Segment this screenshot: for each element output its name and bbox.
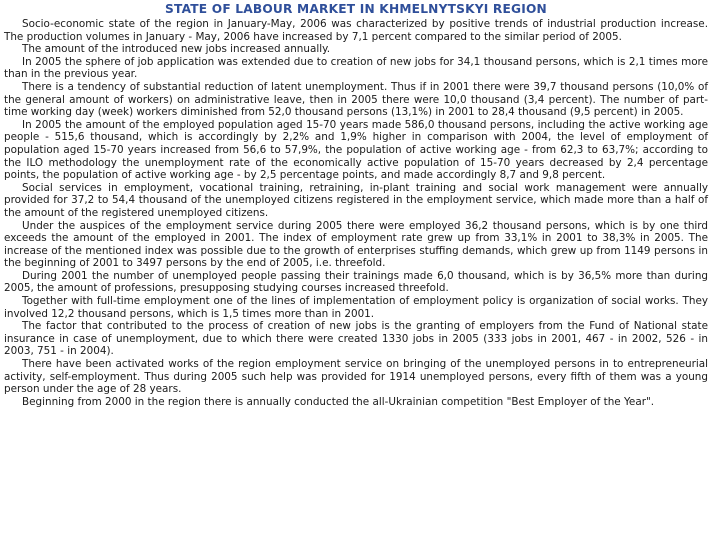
paragraph-competition: Beginning from 2000 in the region there is annually conducted the all-Ukrainian competition "Best Employer of the Year". — [22, 395, 655, 408]
paragraph-production: Socio-economic state of the region in January-May, 2006 was characterized by positive trends of industrial production increase. The production volumes in January - May, 2006 have increased by 7,1 percent compared to the similar period of 2005. — [4, 18, 708, 43]
document-body — [4, 18, 708, 408]
paragraph-social-works: Together with full-time employment one of the lines of implementation of employment policy is organization of social works. They involved 12,2 thousand persons, which is 1,5 times more than in 2001. — [4, 295, 708, 320]
paragraph-trainings: During 2001 the number of unemployed people passing their trainings made 6,0 thousand, which is by 36,5% more than during 2005, the amount of professions, presupposing studying courses increased threefold. — [4, 269, 708, 295]
paragraph-job-application: In 2005 the sphere of job application was extended due to creation of new jobs for 34,1 thousand persons, which is 2,1 times more than in the previous year. — [4, 55, 708, 81]
paragraph-self-employment: There have been activated works of the region employment service on bringing of the unemployed persons in to entrepreneurial activity, self-employment. Thus during 2005 such help was provided for 1914 unemployed persons, every fifth of them was a young person under the age of 28 years. — [4, 358, 708, 396]
paragraph-insurance-fund: The factor that contributed to the process of creation of new jobs is the granting of employers from the Fund of National state insurance in case of unemployment, due to which there were created 1330 jobs in 2005 (333 jobs in 2001, 467 - in 2002, 526 - in 2003, 751 - in 2004). — [4, 320, 708, 358]
paragraph-social-services: Social services in employment, vocational training, retraining, in-plant training and social work management were annually provided for 37,2 to 54,4 thousand of the unemployed citizens registered in the employment service, which made more than a half of the amount of the registered unemployed citizens. — [4, 181, 708, 219]
paragraph-new-jobs: The amount of the introduced new jobs increased annually. — [22, 43, 331, 56]
paragraph-employment-service: Under the auspices of the employment service during 2005 there were employed 36,2 thousand persons, which is by one third exceeds the amount of the employed in 2001. The index of employment rate grew up from 33,1% in 2001 to 38,3% in 2005. The increase of the mentioned index was possible due to the growth of enterprises stuffing demands, which grew up from 1149 persons in the beginning of 2001 to 3497 persons by the end of 2005, i.e. threefold. — [4, 219, 708, 270]
paragraph-employed-population: In 2005 the amount of the employed population aged 15-70 years made 586,0 thousand persons, including the active working age people - 515,6 thousand, which is accordingly by 2,2% and 1,9% higher in comparison with 2004, the level of employment of population aged 15-70 years increased from 56,6 to 57,9%, the population of active working age - from 62,3 to 63,7%; according to the ILO methodology the unemployment rate of the economically active population of 15-70 years decreased by 2,4 percentage points, the population of active working age - by 2,5 percentage points, and made accordingly 8,7 and 9,8 percent. — [4, 118, 708, 182]
paragraph-latent-unemployment: There is a tendency of substantial reduction of latent unemployment. Thus if in 2001 there were 39,7 thousand persons (10,0% of the general amount of workers) on administrative leave, then in 2005 there were 10,0 thousand (3,4 percent). The number of part-time working day (week) workers diminished from 52,0 thousand persons (13,1%) in 2001 to 28,4 thousand (9,5 percent) in 2005. — [4, 80, 708, 119]
document-title: STATE OF LABOUR MARKET IN KHMELNYTSKYI REGION — [165, 2, 547, 16]
